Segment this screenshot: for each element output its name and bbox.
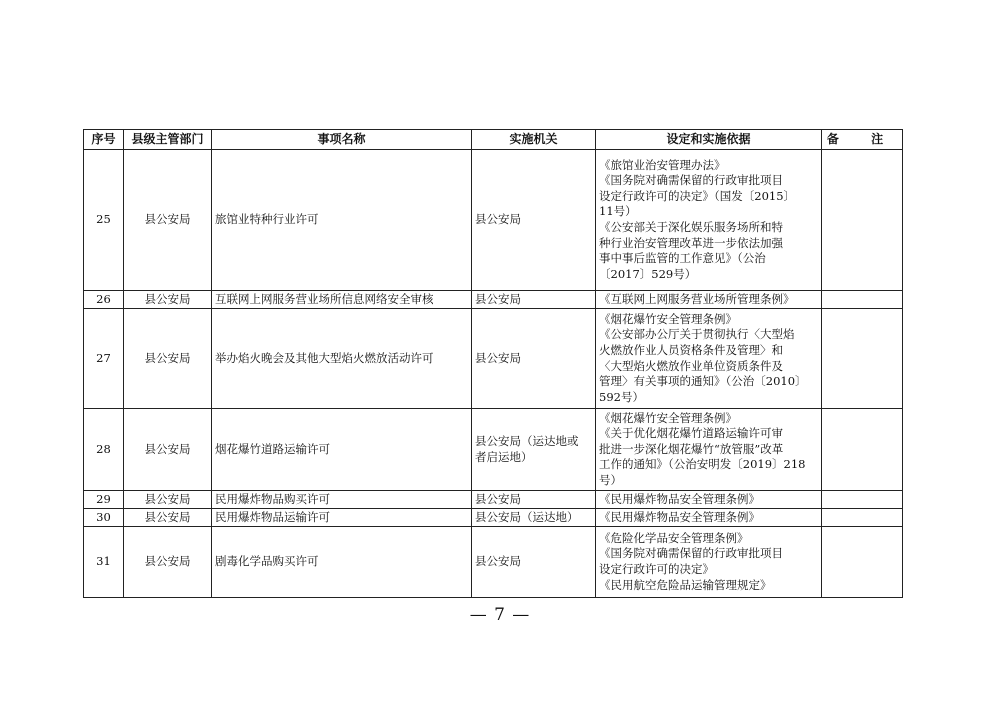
row-number: 27 (84, 309, 124, 409)
row-dept: 县公安局 (124, 527, 212, 598)
row-agency: 县公安局 (472, 291, 596, 309)
agency-line: 者启运地） (475, 449, 533, 464)
page-number: — 7 — (469, 605, 531, 625)
row-dept: 县公安局 (124, 409, 212, 491)
row-agency: 县公安局 (472, 527, 596, 598)
basis-line: 《关于优化烟花爆竹道路运输许可审 (599, 426, 783, 441)
basis-line: 批进一步深化烟花爆竹“放管服”改革 (599, 441, 784, 456)
row-number: 26 (84, 291, 124, 309)
row-agency: 县公安局 (472, 150, 596, 291)
basis-line: 火燃放作业人员资格条件及管理〉和 (599, 342, 783, 357)
agency-line: 县公安局（运达地或 (475, 433, 579, 448)
row-remarks (822, 491, 903, 509)
basis-line: 《国务院对确需保留的行政审批项目 (599, 546, 783, 561)
row-item-name: 烟花爆竹道路运输许可 (212, 409, 472, 491)
row-agency: 县公安局 (472, 491, 596, 509)
row-dept: 县公安局 (124, 150, 212, 291)
row-item-name: 旅馆业特种行业许可 (212, 150, 472, 291)
row-remarks (822, 409, 903, 491)
row-number: 30 (84, 509, 124, 527)
basis-line: 《公安部办公厅关于贯彻执行〈大型焰 (599, 327, 795, 342)
basis-line: 《烟花爆竹安全管理条例》 (599, 311, 737, 326)
header-basis: 设定和实施依据 (596, 130, 822, 150)
row-item-name: 举办焰火晚会及其他大型焰火燃放活动许可 (212, 309, 472, 409)
row-basis (596, 150, 822, 291)
row-remarks (822, 527, 903, 598)
basis-line: 〔2017〕529号） (599, 266, 697, 281)
basis-line: 《民用航空危险品运输管理规定》 (599, 577, 772, 592)
row-dept: 县公安局 (124, 509, 212, 527)
basis-line: 种行业治安管理改革进一步依法加强 (599, 235, 783, 250)
table-row (84, 309, 903, 409)
basis-line: 《旅馆业治安管理办法》 (599, 157, 726, 172)
basis-line: 设定行政许可的决定》（国发〔2015〕 (599, 188, 796, 203)
row-dept: 县公安局 (124, 491, 212, 509)
row-number: 25 (84, 150, 124, 291)
table-row (84, 150, 903, 291)
row-dept: 县公安局 (124, 291, 212, 309)
permit-table (83, 129, 903, 598)
table-row (84, 527, 903, 598)
header-dept: 县级主管部门 (124, 130, 212, 150)
row-item-name: 民用爆炸物品运输许可 (212, 509, 472, 527)
row-basis (596, 509, 822, 527)
header-no: 序号 (84, 130, 124, 150)
table-header-row (84, 130, 903, 150)
row-agency (472, 409, 596, 491)
row-basis (596, 527, 822, 598)
table-row (84, 291, 903, 309)
row-item-name: 剧毒化学品购买许可 (212, 527, 472, 598)
basis-line: 《国务院对确需保留的行政审批项目 (599, 173, 783, 188)
basis-line: 设定行政许可的决定》 (599, 562, 714, 576)
row-number: 29 (84, 491, 124, 509)
table-row (84, 409, 903, 491)
basis-line: 〈大型焰火燃放作业单位资质条件及 (599, 358, 783, 373)
basis-line: 号） (599, 472, 622, 487)
basis-line: 《民用爆炸物品安全管理条例》 (599, 509, 760, 524)
header-item: 事项名称 (212, 130, 472, 150)
row-basis (596, 309, 822, 409)
basis-line: 592号） (599, 389, 644, 404)
row-basis (596, 491, 822, 509)
row-remarks (822, 509, 903, 527)
header-remarks: 备 注 (822, 130, 903, 150)
row-number: 28 (84, 409, 124, 491)
table-row (84, 509, 903, 527)
basis-line: 《烟花爆竹安全管理条例》 (599, 410, 737, 425)
basis-line: 《公安部关于深化娱乐服务场所和特 (599, 220, 783, 234)
basis-line: 11号） (599, 204, 637, 219)
table-row (84, 491, 903, 509)
basis-line: 管理〉有关事项的通知》（公治〔2010〕 (599, 374, 807, 389)
basis-line: 工作的通知》（公治安明发〔2019〕218 (599, 457, 806, 472)
basis-line: 《危险化学品安全管理条例》 (599, 530, 749, 545)
basis-line: 事中事后监管的工作意见》（公治 (599, 251, 766, 266)
row-item-name: 互联网上网服务营业场所信息网络安全审核 (212, 291, 472, 309)
row-basis (596, 409, 822, 491)
basis-line: 《互联网上网服务营业场所管理条例》 (599, 291, 795, 306)
row-number: 31 (84, 527, 124, 598)
basis-line: 《民用爆炸物品安全管理条例》 (599, 491, 760, 506)
row-remarks (822, 150, 903, 291)
row-item-name: 民用爆炸物品购买许可 (212, 491, 472, 509)
row-agency: 县公安局 (472, 309, 596, 409)
row-remarks (822, 309, 903, 409)
row-basis (596, 291, 822, 309)
row-agency: 县公安局（运达地） (472, 509, 596, 527)
row-remarks (822, 291, 903, 309)
header-agency: 实施机关 (472, 130, 596, 150)
row-dept: 县公安局 (124, 309, 212, 409)
